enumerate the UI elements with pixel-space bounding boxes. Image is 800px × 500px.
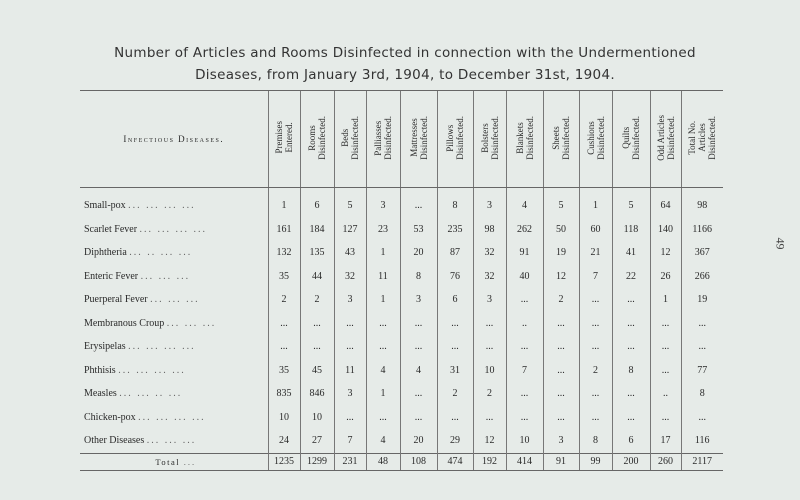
table-cell: 26: [650, 265, 681, 289]
table-cell: ..: [506, 312, 543, 336]
column-header-premises: Premises Entered.: [268, 91, 300, 188]
leader-dots: ... ... ...: [140, 270, 191, 282]
table-cell: ...: [506, 335, 543, 359]
table-cell: 35: [268, 265, 300, 289]
table-title: [60, 42, 750, 86]
table-cell: ...: [650, 312, 681, 336]
table-cell: ...: [334, 312, 366, 336]
table-cell: 20: [400, 429, 437, 453]
table-cell: 3: [400, 288, 437, 312]
page-number: 49: [773, 237, 788, 250]
table-cell: 3: [543, 429, 579, 453]
table-cell: 1235: [268, 453, 300, 470]
table-cell: 60: [579, 218, 612, 242]
table-cell: 91: [543, 453, 579, 470]
total-label-text: Total: [155, 456, 181, 467]
table-cell: 98: [473, 218, 506, 242]
table-cell: 116: [681, 429, 723, 453]
table-cell: 27: [300, 429, 334, 453]
disease-name-text: Puerperal Fever: [84, 294, 148, 306]
table-cell: 20: [400, 241, 437, 265]
leader-dots: ... ... ...: [166, 317, 217, 329]
table-cell: 266: [681, 265, 723, 289]
table-cell: 32: [334, 265, 366, 289]
table-cell: 161: [268, 218, 300, 242]
table-cell: 1: [366, 288, 400, 312]
disease-name: [80, 429, 268, 453]
table-cell: 8: [579, 429, 612, 453]
disease-name-text: Membranous Croup: [84, 317, 165, 329]
table-cell: ...: [579, 312, 612, 336]
table-cell: 118: [612, 218, 650, 242]
table-cell: ...: [543, 335, 579, 359]
disease-name: [80, 382, 268, 406]
column-header-rooms: Rooms Disinfected.: [300, 91, 334, 188]
table-cell: 8: [612, 359, 650, 383]
table-cell: 1299: [300, 453, 334, 470]
disease-name: [80, 288, 268, 312]
table-cell: 41: [612, 241, 650, 265]
table-cell: ...: [506, 406, 543, 430]
table-cell: 98: [681, 188, 723, 218]
leader-dots: ...: [183, 456, 197, 467]
column-header-odd-articles: Odd Articles Disinfected.: [650, 91, 681, 188]
table-cell: 4: [400, 359, 437, 383]
table-cell: 11: [366, 265, 400, 289]
table-cell: 32: [473, 265, 506, 289]
table-row: [80, 288, 723, 312]
leader-dots: ... ... ... ...: [139, 223, 208, 235]
disease-name: [80, 359, 268, 383]
table-cell: 8: [400, 265, 437, 289]
disease-name-text: Scarlet Fever: [84, 223, 138, 235]
column-header-mattresses: Mattresses Disinfected.: [400, 91, 437, 188]
table-cell: 140: [650, 218, 681, 242]
disease-name-text: Small-pox: [84, 200, 126, 212]
table-row: [80, 241, 723, 265]
table-cell: ...: [506, 288, 543, 312]
table-cell: ...: [366, 312, 400, 336]
table-cell: 7: [579, 265, 612, 289]
table-cell: ...: [650, 359, 681, 383]
table-cell: 50: [543, 218, 579, 242]
table-cell: ...: [300, 335, 334, 359]
table-cell: 835: [268, 382, 300, 406]
table-cell: 29: [437, 429, 473, 453]
total-row: [80, 453, 723, 470]
table-cell: 31: [437, 359, 473, 383]
table-cell: 127: [334, 218, 366, 242]
table-cell: 1: [579, 188, 612, 218]
table-cell: 44: [300, 265, 334, 289]
table-cell: 474: [437, 453, 473, 470]
table-cell: 235: [437, 218, 473, 242]
table-cell: 76: [437, 265, 473, 289]
disease-name-text: Other Diseases: [84, 435, 145, 447]
table-cell: 7: [334, 429, 366, 453]
table-cell: 53: [400, 218, 437, 242]
table-cell: 11: [334, 359, 366, 383]
title-line-2: Diseases, from January 3rd, 1904, to December 31st, 1904.: [195, 67, 615, 83]
table-cell: 77: [681, 359, 723, 383]
table-cell: 5: [612, 188, 650, 218]
table-cell: 10: [506, 429, 543, 453]
disease-name-text: Erysipelas: [84, 341, 126, 353]
table-cell: 2: [473, 382, 506, 406]
table-cell: 8: [681, 382, 723, 406]
table-cell: ...: [473, 312, 506, 336]
leader-dots: ... .. ... ...: [129, 247, 193, 259]
disease-name: [80, 241, 268, 265]
table-cell: 45: [300, 359, 334, 383]
table-cell: 7: [506, 359, 543, 383]
table-cell: 32: [473, 241, 506, 265]
table-cell: 2: [437, 382, 473, 406]
disease-name-text: Measles: [84, 388, 117, 400]
leader-dots: ... ... ... ...: [118, 364, 186, 376]
table-cell: ...: [650, 406, 681, 430]
table-cell: ...: [400, 335, 437, 359]
table-cell: ...: [334, 406, 366, 430]
table-cell: ...: [400, 382, 437, 406]
disease-name-text: Chicken-pox: [84, 411, 136, 423]
column-header-beds: Beds Disinfected.: [334, 91, 366, 188]
table-cell: ...: [268, 335, 300, 359]
disease-name-text: Phthisis: [84, 364, 116, 376]
table-cell: ...: [473, 335, 506, 359]
table-cell: ...: [543, 382, 579, 406]
table-cell: 12: [650, 241, 681, 265]
table-cell: ...: [612, 406, 650, 430]
table-cell: 231: [334, 453, 366, 470]
table-cell: ...: [437, 406, 473, 430]
table-cell: 12: [543, 265, 579, 289]
table-cell: ...: [579, 406, 612, 430]
table-cell: ...: [437, 335, 473, 359]
column-header-disease: Infectious Diseases.: [80, 91, 268, 188]
table-cell: ...: [612, 288, 650, 312]
table-cell: ...: [650, 335, 681, 359]
table-cell: 260: [650, 453, 681, 470]
table-cell: ...: [400, 406, 437, 430]
table-cell: 40: [506, 265, 543, 289]
table-cell: ..: [650, 382, 681, 406]
leader-dots: ... ... ...: [146, 435, 197, 447]
table-row: [80, 188, 723, 218]
table-cell: 1: [650, 288, 681, 312]
leader-dots: ... ... ... ...: [138, 411, 206, 423]
disease-name: [80, 406, 268, 430]
table-cell: 10: [300, 406, 334, 430]
table-cell: 21: [579, 241, 612, 265]
table-cell: 132: [268, 241, 300, 265]
column-header-bolsters: Bolsters Disinfected.: [473, 91, 506, 188]
table-cell: 91: [506, 241, 543, 265]
table-cell: 10: [268, 406, 300, 430]
leader-dots: ... ... ...: [150, 294, 200, 306]
column-header-pillows: Pillows Disinfected.: [437, 91, 473, 188]
disease-name: [80, 312, 268, 336]
table-row: [80, 335, 723, 359]
table-cell: 23: [366, 218, 400, 242]
table-row: [80, 382, 723, 406]
table-cell: 6: [612, 429, 650, 453]
table-cell: 4: [366, 429, 400, 453]
table-cell: 35: [268, 359, 300, 383]
table-cell: 3: [334, 288, 366, 312]
table-cell: 99: [579, 453, 612, 470]
table-cell: 5: [543, 188, 579, 218]
table-cell: 12: [473, 429, 506, 453]
table-cell: 48: [366, 453, 400, 470]
table-row: [80, 265, 723, 289]
table-cell: ...: [300, 312, 334, 336]
table-cell: 19: [681, 288, 723, 312]
table-cell: 24: [268, 429, 300, 453]
table-cell: 414: [506, 453, 543, 470]
table-cell: 1: [366, 241, 400, 265]
table-cell: 4: [506, 188, 543, 218]
table-cell: 846: [300, 382, 334, 406]
column-header-cushions: Cushions Disinfected.: [579, 91, 612, 188]
table-cell: ...: [612, 312, 650, 336]
table-cell: ...: [579, 382, 612, 406]
table-cell: 64: [650, 188, 681, 218]
table-cell: 2117: [681, 453, 723, 470]
table-cell: ...: [579, 335, 612, 359]
leader-dots: ... ... .. ...: [119, 388, 183, 400]
disinfection-table: [80, 90, 723, 471]
table-cell: ...: [543, 312, 579, 336]
table-row: [80, 218, 723, 242]
table-cell: 135: [300, 241, 334, 265]
table-cell: 3: [334, 382, 366, 406]
table-cell: ...: [400, 312, 437, 336]
table-cell: 2: [300, 288, 334, 312]
column-header-total-articles: Total No. Articles Disinfected.: [681, 91, 723, 188]
table-cell: ...: [473, 406, 506, 430]
table-cell: 3: [473, 188, 506, 218]
table-cell: ...: [506, 382, 543, 406]
table-cell: 6: [300, 188, 334, 218]
header-row: [80, 91, 723, 188]
disease-name: [80, 188, 268, 218]
table-cell: ...: [366, 406, 400, 430]
table-cell: 5: [334, 188, 366, 218]
table-cell: 3: [473, 288, 506, 312]
table-cell: ...: [268, 312, 300, 336]
table-cell: 184: [300, 218, 334, 242]
table-cell: ...: [681, 312, 723, 336]
table-cell: 87: [437, 241, 473, 265]
table-row: [80, 406, 723, 430]
table-cell: 262: [506, 218, 543, 242]
column-header-quilts: Quilts Disinfected.: [612, 91, 650, 188]
column-header-blankets: Blankets Disinfected.: [506, 91, 543, 188]
table-cell: ...: [681, 406, 723, 430]
table-cell: 2: [543, 288, 579, 312]
table-cell: 367: [681, 241, 723, 265]
table-cell: 2: [268, 288, 300, 312]
table-cell: 1: [366, 382, 400, 406]
title-line-1: Number of Articles and Rooms Disinfected in connection with the Undermentioned: [114, 45, 696, 61]
table-cell: 22: [612, 265, 650, 289]
table-cell: 108: [400, 453, 437, 470]
table-cell: ...: [543, 359, 579, 383]
table-cell: ...: [543, 406, 579, 430]
column-header-palliasses: Palliasses Disinfected.: [366, 91, 400, 188]
table-cell: ...: [334, 335, 366, 359]
leader-dots: ... ... ... ...: [128, 341, 196, 353]
table-cell: ...: [612, 382, 650, 406]
column-header-sheets: Sheets Disinfected.: [543, 91, 579, 188]
table-cell: 1166: [681, 218, 723, 242]
table-cell: 6: [437, 288, 473, 312]
disease-name: [80, 218, 268, 242]
disease-name-text: Diphtheria: [84, 247, 127, 259]
table-cell: 17: [650, 429, 681, 453]
table-cell: 10: [473, 359, 506, 383]
table-cell: 43: [334, 241, 366, 265]
table-cell: ...: [366, 335, 400, 359]
table-row: [80, 359, 723, 383]
table-cell: 19: [543, 241, 579, 265]
table-row: [80, 429, 723, 453]
leader-dots: ... ... ... ...: [128, 200, 196, 212]
table-cell: ...: [579, 288, 612, 312]
disease-name-text: Enteric Fever: [84, 270, 139, 282]
table-cell: ...: [681, 335, 723, 359]
table-cell: ...: [612, 335, 650, 359]
table-cell: ...: [437, 312, 473, 336]
disease-name: [80, 265, 268, 289]
total-label: [80, 453, 268, 470]
table-row: [80, 312, 723, 336]
table-cell: 1: [268, 188, 300, 218]
disease-name: [80, 335, 268, 359]
table-cell: 200: [612, 453, 650, 470]
table-cell: 8: [437, 188, 473, 218]
table-cell: 3: [366, 188, 400, 218]
table-cell: 2: [579, 359, 612, 383]
table-cell: 4: [366, 359, 400, 383]
table-cell: 192: [473, 453, 506, 470]
table-cell: ...: [400, 188, 437, 218]
